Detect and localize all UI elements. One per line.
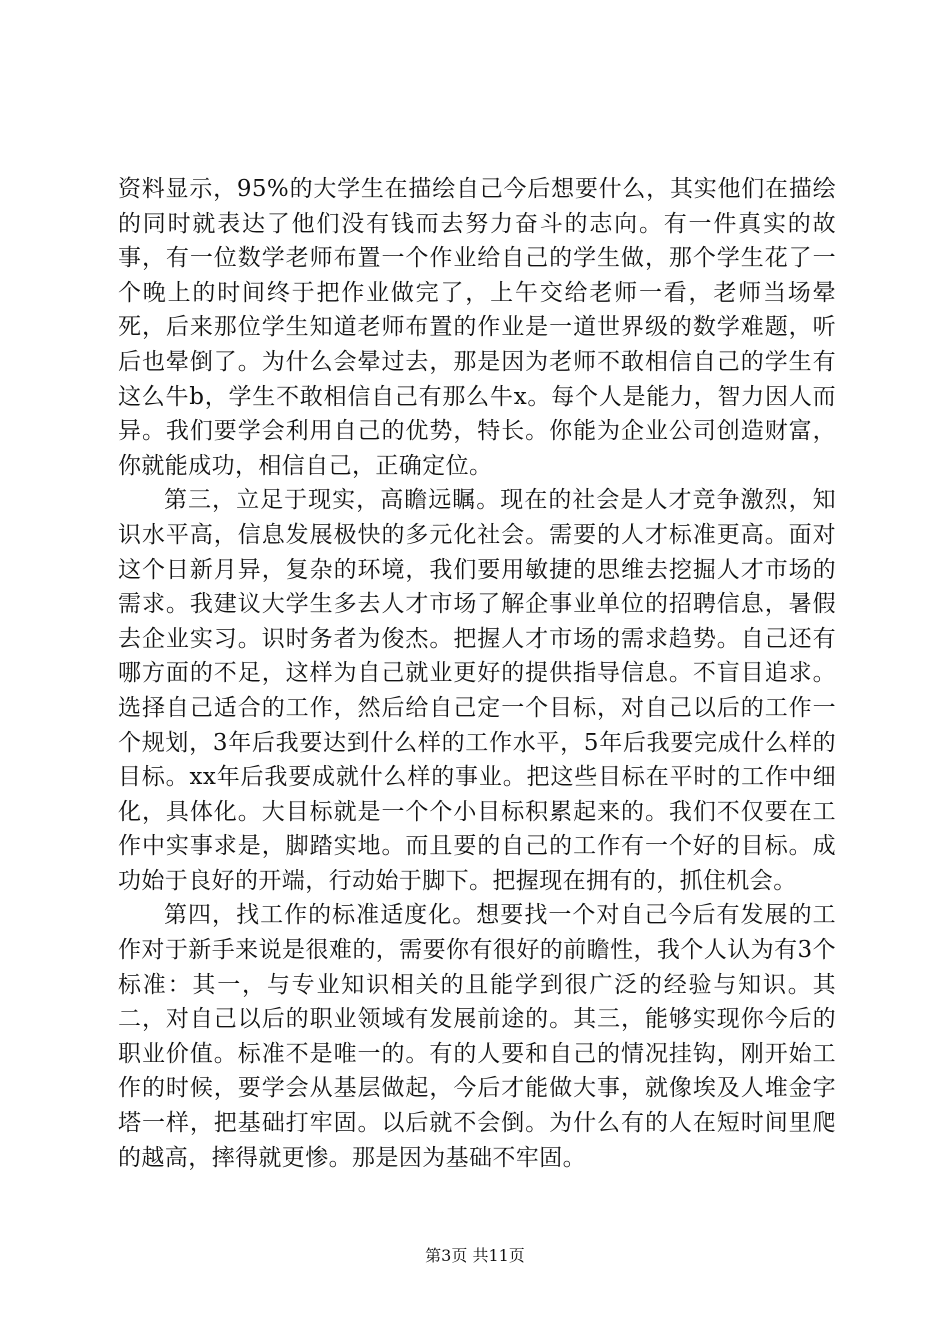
paragraph-continuation: 资料显示，95%的大学生在描绘自己今后想要什么，其实他们在描绘的同时就表达了他们没有钱而去努力奋斗的志向。有一件真实的故事，有一位数学老师布置一个作业给自己的学生做，那个学生花了一个晚上的时间终于把作业做完了，上午交给老师一看，老师当场晕死，后来那位学生知道老师布置的作业是一道世界级的数学难题，听后也晕倒了。为什么会晕过去，那是因为老师不敢相信自己的学生有这么牛b，学生不敢相信自己有那么牛x。每个人是能力，智力因人而异。我们要学会利用自己的优势，特长。你能为企业公司创造财富，你就能成功，相信自己，正确定位。 xyxy=(118,176,836,479)
paragraph-third-point: 第三，立足于现实，高瞻远瞩。现在的社会是人才竞争激烈，知识水平高，信息发展极快的多元化社会。需要的人才标准更高。面对这个日新月异，复杂的环境，我们要用敏捷的思维去挖掘人才市场的需求。我建议大学生多去人才市场了解企事业单位的招聘信息，暑假去企业实习。识时务者为俊杰。把握人才市场的需求趋势。自己还有哪方面的不足，这样为自己就业更好的提供指导信息。不盲目追求。选择自己适合的工作，然后给自己定一个目标，对自己以后的工作一个规划，3年后我要达到什么样的工作水平，5年后我要完成什么样的目标。xx年后我要成就什么样的事业。把这些目标在平时的工作中细化，具体化。大目标就是一个个小目标积累起来的。我们不仅要在工作中实事求是，脚踏实地。而且要的自己的工作有一个好的目标。成功始于良好的开端，行动始于脚下。把握现在拥有的，抓住机会。 xyxy=(118,487,836,894)
page-number-footer: 第3页 共11页 xyxy=(425,1246,525,1265)
paragraph-fourth-point: 第四，找工作的标准适度化。想要找一个对自己今后有发展的工作对于新手来说是很难的，需要你有很好的前瞻性，我个人认为有3个标准：其一，与专业知识相关的且能学到很广泛的经验与知识。其二，对自己以后的职业领域有发展前途的。其三，能够实现你今后的职业价值。标准不是唯一的。有的人要和自己的情况挂钩，刚开始工作的时候，要学会从基层做起，今后才能做大事，就像埃及人堆金字塔一样，把基础打牢固。以后就不会倒。为什么有的人在短时间里爬的越高，摔得就更惨。那是因为基础不牢固。 xyxy=(118,902,836,1171)
document-body xyxy=(118,172,836,1175)
